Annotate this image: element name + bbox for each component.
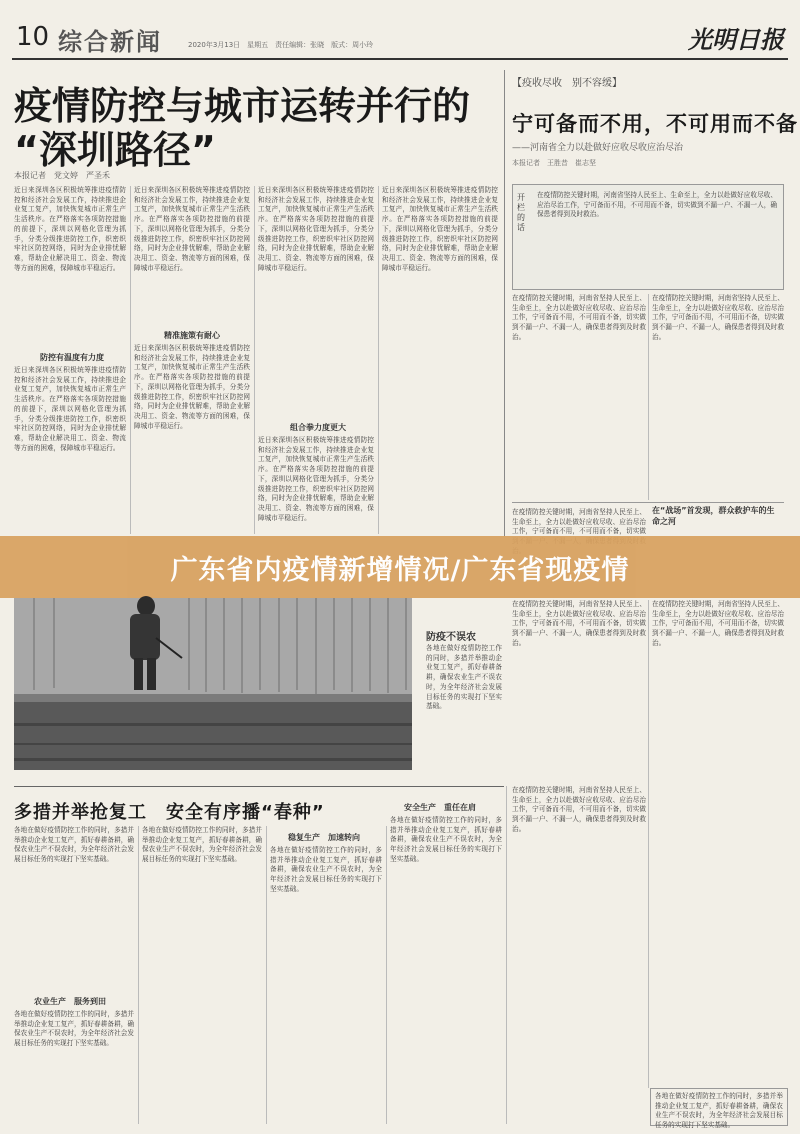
column-rule [386,826,387,1124]
lead-subhead-3: 组合拳力度更大 [290,423,346,432]
second-body-col1b: 各地在做好疫情防控工作的同时，多措并举推动企业复工复产，抓好春耕备耕，确保农业生产不误农时，为全年经济社会发展目标任务的实现打下坚实基础。 [14,1010,134,1048]
column-rule [648,294,649,500]
lead-body-col3b: 近日来深圳各区积极统筹推进疫情防控和经济社会发展工作，持续推进企业复工复产，加快恢复城市正常生产生活秩序。在严格落实各项防控措施的前提下，深圳以网格化管理为抓手，分类分级推进防控工作，织密织牢社区防控网络，同时为企业排忧解难，帮助企业解决用工、资金、物流等方面的困难，保障城市平稳运行。 [258,436,374,522]
page-number: 10 [16,22,50,52]
lead-body-col2b: 近日来深圳各区积极统筹推进疫情防控和经济社会发展工作，持续推进企业复工复产，加快恢复城市正常生产生活秩序。在严格落实各项防控措施的前提下，深圳以网格化管理为抓手，分类分级推进防控工作，织密织牢社区防控网络，同时为企业排忧解难，帮助企业解决用工、资金、物流等方面的困难，保障城市平稳运行。 [134,344,250,430]
second-body-col4: 各地在做好疫情防控工作的同时，多措并举推动企业复工复产，抓好春耕备耕，确保农业生产不误农时，为全年经济社会发展目标任务的实现打下坚实基础。 [390,816,502,863]
lead-headline-line2: “深圳路径” [14,128,216,172]
right-headline: 宁可备而不用，不可用而不备 [512,112,798,136]
second-body-col1: 各地在做好疫情防控工作的同时，多措并举推动企业复工复产，抓好春耕备耕，确保农业生产不误农时，为全年经济社会发展目标任务的实现打下坚实基础。 [14,826,134,864]
column-rule [378,186,379,534]
farmer-field-image [14,598,412,770]
lead-body-col4: 近日来深圳各区积极统筹推进疫情防控和经济社会发展工作，持续推进企业复工复产，加快恢复城市正常生产生活秩序。在严格落实各项防控措施的前提下，深圳以网格化管理为抓手，分类分级推进防控工作，织密织牢社区防控网络，同时为企业排忧解难，帮助企业解决用工、资金、物流等方面的困难，保障城市平稳运行。 [382,186,498,272]
lead-headline-line1: 疫情防控与城市运转并行的 [14,84,471,128]
info-box-body: 各地在做好疫情防控工作的同时，多措并举推动企业复工复产，抓好春耕备耕，确保农业生产不误农时，为全年经济社会发展目标任务的实现打下坚实基础。 [655,1092,783,1130]
right-byline: 本报记者 王胜昔 崔志坚 [512,159,596,167]
lead-headline [14,84,484,172]
lead-subhead-1: 防控有温度有力度 [40,353,104,362]
banner-text: 广东省内疫情新增情况/广东省现疫情 [170,554,630,586]
column-rule [138,826,139,1124]
masthead-logo: 光明日报 [688,25,784,54]
second-subhead-1: 稳复生产 加速转向 [288,833,360,842]
side-box-title: 在“战场”首发现，群众救护车的生命之河 [652,506,775,526]
lead-body-col2: 近日来深圳各区积极统筹推进疫情防控和经济社会发展工作，持续推进企业复工复产，加快恢复城市正常生产生活秩序。在严格落实各项防控措施的前提下，深圳以网格化管理为抓手，分类分级推进防控工作，织密织牢社区防控网络，同时为企业排忧解难，帮助企业解决用工、资金、物流等方面的困难，保障城市平稳运行。 [134,186,250,272]
horizontal-rule [14,786,504,787]
right-lower-col: 在疫情防控关键时期，河南省坚持人民至上、生命至上，全力以赴做好应收尽收、应治尽治工作，宁可备而不用，不可用而不备，切实做 [512,508,646,536]
page-header [12,18,788,60]
right-body-col4: 在疫情防控关键时期，河南省坚持人民至上、生命至上，全力以赴做好应收尽收、应治尽治工作，宁可备而不用，不可用而不备，切实做到不漏一户、不漏一人，确保患者得到及时救治。 [652,600,784,647]
right-body-col3: 在疫情防控关键时期，河南省坚持人民至上、生命至上，全力以赴做好应收尽收、应治尽治工作，宁可备而不用，不可用而不备，切实做到不漏一户、不漏一人，确保患者得到及时救治。 [512,600,646,647]
info-box [650,1088,788,1130]
date-line: 2020年3月13日 星期五 责任编辑：张晓 版式：周小玲 [188,41,374,49]
column-rule [648,600,649,1088]
commentary-box [512,184,784,290]
lead-body-col1: 近日来深圳各区积极统筹推进疫情防控和经济社会发展工作，持续推进企业复工复产，加快恢复城市正常生产生活秩序。在严格落实各项防控措施的前提下，深圳以网格化管理为抓手，分类分级推进防控工作，织密织牢社区防控网络，同时为企业排忧解难，帮助企业解决用工、资金、物流等方面的困难，保障城市平稳运行。 [14,186,126,272]
column-rule [254,186,255,534]
lead-subhead-2: 精准施策有耐心 [164,331,220,340]
title-banner [0,536,800,598]
right-body-col1: 在疫情防控关键时期，河南省坚持人民至上、生命至上，全力以赴做好应收尽收、应治尽治工作，宁可备而不用，不可用而不备，切实做到不漏一户、不漏一人，确保患者得到及时救治。 [512,294,646,341]
right-kicker: 【疫收尽收 别不容缓】 [512,78,622,89]
section-title: 综合新闻 [58,28,162,56]
section-divider [504,70,505,536]
news-photo [14,598,412,770]
right-body-col2: 在疫情防控关键时期，河南省坚持人民至上、生命至上，全力以赴做好应收尽收、应治尽治工作，宁可备而不用，不可用而不备，切实做到不漏一户、不漏一人，确保患者得到及时救治。 [652,294,784,341]
lead-body-col1b: 近日来深圳各区积极统筹推进疫情防控和经济社会发展工作，持续推进企业复工复产，加快恢复城市正常生产生活秩序。在严格落实各项防控措施的前提下，深圳以网格化管理为抓手，分类分级推进防控工作，织密织牢社区防控网络，同时为企业排忧解难，帮助企业解决用工、资金、物流等方面的困难，保障城市平稳运行。 [14,366,126,452]
commentary-body: 在疫情防控关键时期，河南省坚持人民至上、生命至上，全力以赴做好应收尽收、应治尽治工作，宁可备而不用，不可用而不备，切实做到不漏一户、不漏一人，确保患者得到及时救治。 [537,191,777,219]
column-rule [130,186,131,534]
second-headline: 多措并举抢复工 安全有序播“春种” [14,802,325,823]
photo-caption-title: 防疫不误农 [426,632,476,643]
lead-body-col3: 近日来深圳各区积极统筹推进疫情防控和经济社会发展工作，持续推进企业复工复产，加快恢复城市正常生产生活秩序。在严格落实各项防控措施的前提下，深圳以网格化管理为抓手，分类分级推进防控工作，织密织牢社区防控网络，同时为企业排忧解难，帮助企业解决用工、资金、物流等方面的困难，保障城市平稳运行。 [258,186,374,272]
second-subhead-3: 安全生产 重任在肩 [404,803,476,812]
right-subtitle: ——河南省全力以赴做好应收尽收应治尽治 [512,143,684,153]
photo-caption-body: 各地在做好疫情防控工作的同时，多措并举推动企业复工复产，抓好春耕备耕，确保农业生产不误农时，为全年经济社会发展目标任务的实现打下坚实基础。 [426,644,502,711]
second-subhead-2: 农业生产 服务到田 [34,997,106,1006]
column-rule [506,786,507,1124]
second-body-col3: 各地在做好疫情防控工作的同时，多措并举推动企业复工复产，抓好春耕备耕，确保农业生产不误农时，为全年经济社会发展目标任务的实现打下坚实基础。 [270,846,382,893]
second-body-col5: 在疫情防控关键时期，河南省坚持人民至上、生命至上，全力以赴做好应收尽收、应治尽治工作，宁可备而不用，不可用而不备，切实做到不漏一户、不漏一人，确保患者得到及时救治。 [512,786,646,833]
commentary-tag: 开栏的话 [517,193,525,232]
column-rule [266,826,267,1124]
lead-byline: 本报记者 党文婷 严圣禾 [14,171,110,180]
horizontal-rule [512,502,784,503]
second-body-col2: 各地在做好疫情防控工作的同时，多措并举推动企业复工复产，抓好春耕备耕，确保农业生产不误农时，为全年经济社会发展目标任务的实现打下坚实基础。 [142,826,262,864]
